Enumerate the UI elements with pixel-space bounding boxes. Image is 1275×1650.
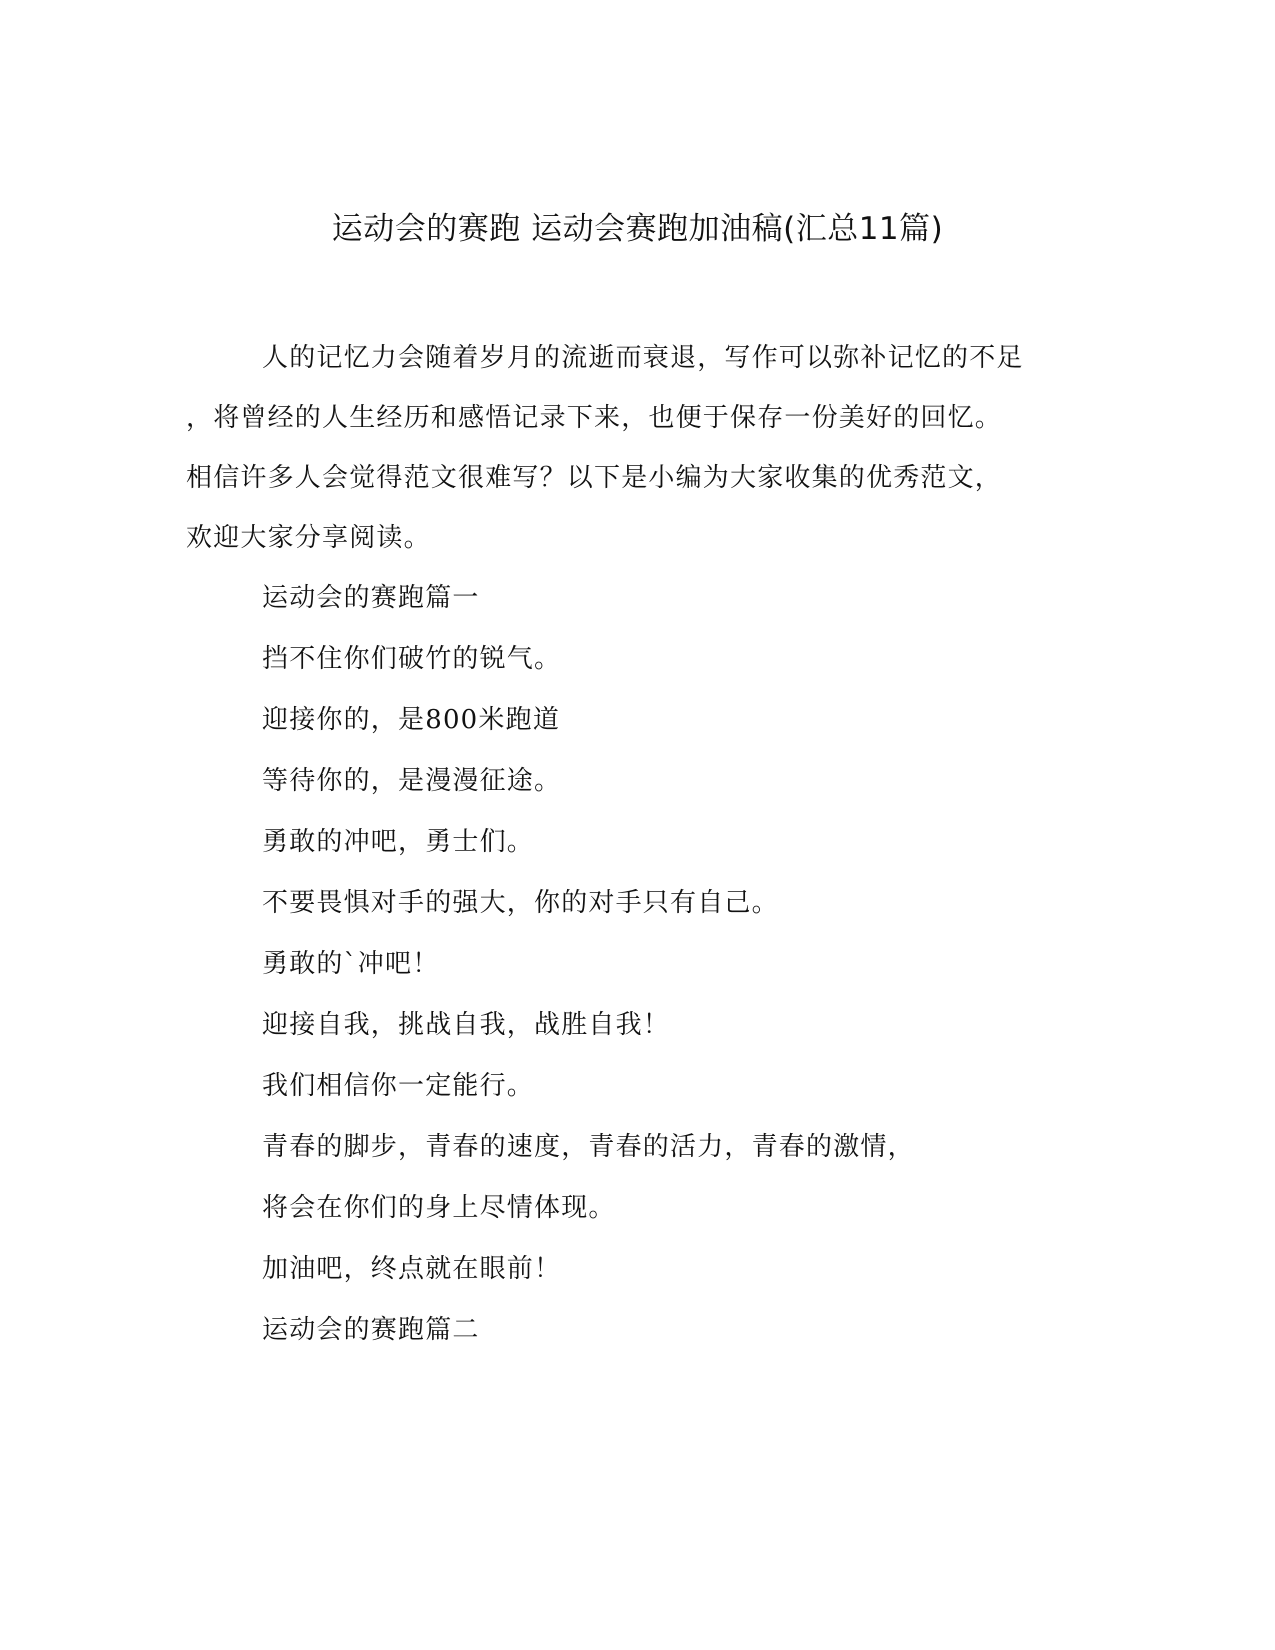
- body-line: 将会在你们的身上尽情体现。: [262, 1193, 616, 1223]
- document-title: 运动会的赛跑 运动会赛跑加油稿(汇总11篇): [331, 211, 944, 247]
- body-line: 勇敢的冲吧，勇士们。: [262, 827, 535, 857]
- intro-paragraph: [186, 328, 1066, 568]
- body-line: 不要畏惧对手的强大，你的对手只有自己。: [262, 888, 779, 918]
- body-line: 我们相信你一定能行。: [262, 1071, 535, 1101]
- intro-line: 相信许多人会觉得范文很难写？以下是小编为大家收集的优秀范文，: [186, 463, 1003, 493]
- intro-line: 欢迎大家分享阅读。: [186, 523, 431, 553]
- body-line: 勇敢的`冲吧！: [262, 949, 440, 979]
- body-line: 加油吧，终点就在眼前！: [262, 1254, 562, 1284]
- body-line: 迎接你的，是800米跑道: [262, 705, 561, 735]
- body-line: 等待你的，是漫漫征途。: [262, 766, 562, 796]
- body-line: 青春的脚步，青春的速度，青春的活力，青春的激情，: [262, 1132, 915, 1162]
- body-line: 迎接自我，挑战自我，战胜自我！: [262, 1010, 671, 1040]
- intro-line: 人的记忆力会随着岁月的流逝而衰退，写作可以弥补记忆的不足: [262, 343, 1024, 373]
- article-body: [262, 568, 1082, 1361]
- section-heading: 运动会的赛跑篇一: [262, 583, 480, 613]
- body-line: 挡不住你们破竹的锐气。: [262, 644, 562, 674]
- section-heading: 运动会的赛跑篇二: [262, 1315, 480, 1345]
- intro-line: ，将曾经的人生经历和感悟记录下来，也便于保存一份美好的回忆。: [186, 403, 1003, 433]
